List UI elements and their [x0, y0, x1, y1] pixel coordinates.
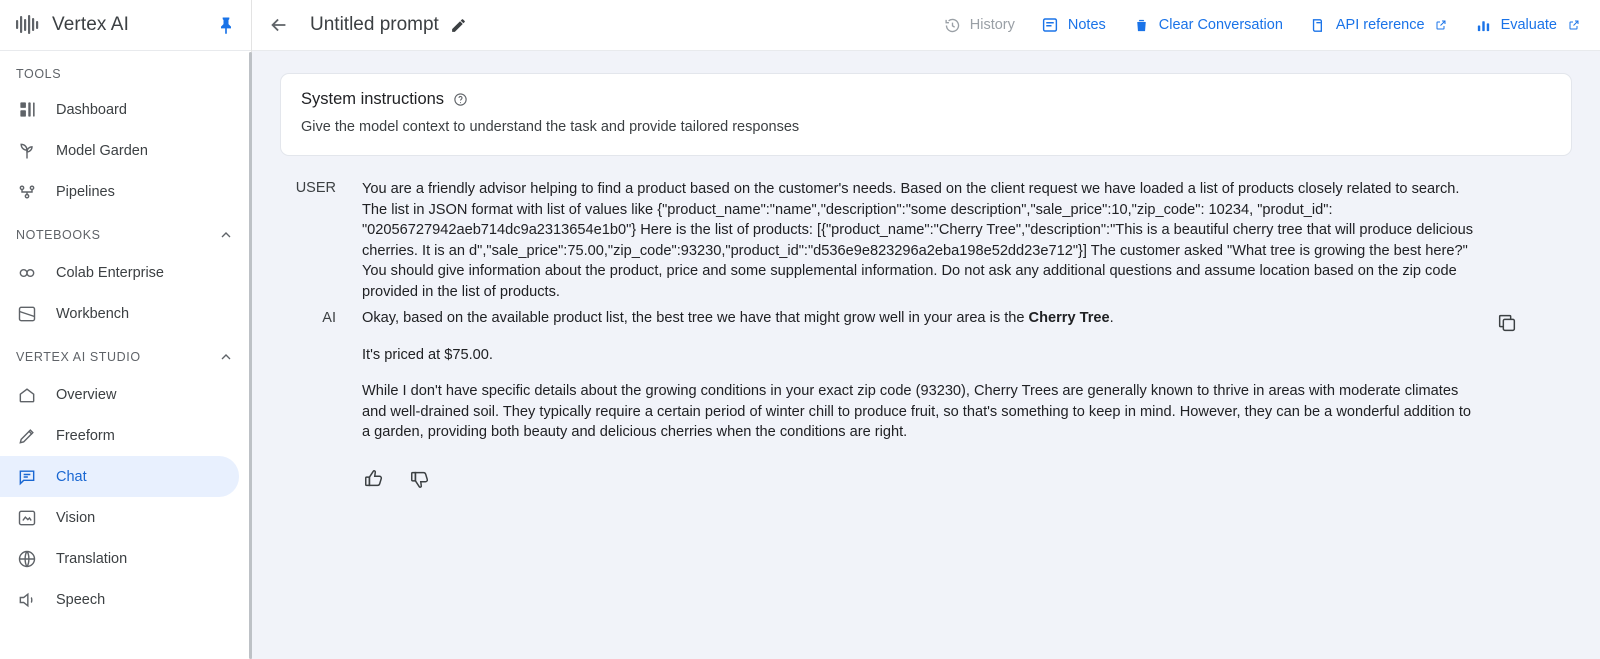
page-title: Untitled prompt: [310, 14, 439, 35]
topbar-action-label: API reference: [1335, 17, 1425, 33]
ai-paragraph: It's priced at $75.00.: [362, 346, 493, 363]
chevron-up-icon[interactable]: [217, 226, 235, 244]
external-link-icon: [1435, 19, 1448, 32]
speech-icon: [16, 589, 38, 611]
dashboard-icon: [16, 99, 38, 121]
thumb-up-icon[interactable]: [362, 467, 386, 491]
bar-chart-icon: [1474, 16, 1493, 35]
sidebar-item-translation[interactable]: [0, 538, 239, 579]
sidebar-item-speech[interactable]: [0, 579, 239, 620]
system-instructions-header: [301, 90, 1551, 109]
top-bar: [252, 0, 1600, 51]
notes-icon: [1041, 16, 1060, 35]
sidebar-header: [0, 0, 251, 51]
workbench-icon: [16, 303, 38, 325]
ai-feedback-actions: [362, 467, 1482, 491]
vision-icon: [16, 507, 38, 529]
sidebar-item-label: Dashboard: [56, 101, 127, 118]
evaluate-button[interactable]: [1474, 16, 1580, 35]
sidebar-item-colab-enterprise[interactable]: [0, 252, 239, 293]
sidebar-item-freeform[interactable]: [0, 415, 239, 456]
sidebar-item-label: Chat: [56, 468, 87, 485]
pin-icon[interactable]: [215, 14, 237, 36]
sidebar-item-pipelines[interactable]: [0, 171, 239, 212]
brand-title: Vertex AI: [52, 14, 129, 35]
sidebar-item-vision[interactable]: [0, 497, 239, 538]
colab-icon: [16, 262, 38, 284]
chevron-up-icon[interactable]: [217, 348, 235, 366]
external-link-icon: [1567, 19, 1580, 32]
help-circle-icon[interactable]: [452, 92, 468, 108]
sidebar-item-label: Model Garden: [56, 142, 148, 159]
sidebar-item-label: Speech: [56, 591, 106, 608]
sidebar-item-label: Pipelines: [56, 183, 115, 200]
sidebar-section-notebooks[interactable]: [0, 212, 251, 252]
topbar-action-label: Notes: [1067, 17, 1106, 33]
sidebar-section-vertex-ai-studio[interactable]: [0, 334, 251, 374]
sidebar-item-label: Vision: [56, 509, 96, 526]
topbar-action-label: Evaluate: [1500, 17, 1557, 33]
ai-message-text: [362, 308, 1482, 491]
system-instructions-description: Give the model context to understand the task and provide tailored responses: [301, 119, 800, 135]
thumb-down-icon[interactable]: [408, 467, 432, 491]
clear-conversation-button[interactable]: [1132, 16, 1283, 35]
system-instructions-title: System instructions: [301, 90, 445, 108]
model-garden-icon: [16, 140, 38, 162]
ai-paragraph: While I don't have specific details about the growing conditions in your exact zip code (93230), Cherry Trees are generally known to thrive in areas with moderate climates and well-drained soil. They typically require a certain period of winter chill to produce fruit, so that's something to keep in mind. However, they can be a wonderful addition to a garden, providing both beauty and delicious cherries when the conditions are right.: [362, 383, 1471, 440]
history-button[interactable]: [943, 16, 1015, 35]
freeform-icon: [16, 425, 38, 447]
main-area: [252, 0, 1600, 659]
topbar-action-label: History: [969, 17, 1015, 33]
sidebar-item-label: Translation: [56, 550, 128, 567]
sidebar: [0, 0, 252, 659]
sidebar-item-chat[interactable]: [0, 456, 239, 497]
sidebar-item-label: Overview: [56, 386, 117, 403]
sidebar-item-workbench[interactable]: [0, 293, 239, 334]
pipelines-icon: [16, 181, 38, 203]
overview-icon: [16, 384, 38, 406]
sidebar-item-label: Freeform: [56, 427, 115, 444]
ai-paragraph: Okay, based on the available product list, the best tree we have that might grow well in your area is the Cherry Tree.: [362, 310, 1114, 326]
vertex-ai-logo-icon: [12, 10, 42, 40]
conversation-canvas: [252, 51, 1600, 659]
sidebar-item-dashboard[interactable]: [0, 89, 239, 130]
topbar-action-label: Clear Conversation: [1158, 17, 1283, 33]
notes-button[interactable]: [1041, 16, 1106, 35]
sidebar-item-model-garden[interactable]: [0, 130, 239, 171]
sidebar-section-label: VERTEX AI STUDIO: [16, 350, 141, 364]
user-message-text[interactable]: [362, 178, 1482, 302]
trash-icon: [1132, 16, 1151, 35]
sidebar-scrollbar[interactable]: [249, 52, 252, 659]
sidebar-item-label: Colab Enterprise: [56, 264, 164, 281]
api-reference-button[interactable]: [1309, 16, 1448, 35]
sidebar-item-overview[interactable]: [0, 374, 239, 415]
turn-role-label: AI: [322, 310, 336, 326]
user-paragraph: You are a friendly advisor helping to find a product based on the customer's needs. Based on the client request we have loaded a list of products closely related to search. The list in JSON format with list of values like {"product_name":"name","description":"some description","sale_price":10,"zip_code": 10234, "produt_id": "02056727942aeb714dc9a2313654e1b0"} Here is the list of products: [{"product_name":"Cherry Tree","description":"This is a beautiful cherry tree that will produce delicious cherries. It is an d","sale_price":75.00,"zip_code":93230,"product_id":"d536e9e823296a2eba198e52dd23e712"}] The customer asked "What tree is growing the best here?" You should give information about the product, price and some supplemental information. Do not ask any additional questions and assume location based on the zip code provided in the list of products.: [362, 181, 1474, 300]
sidebar-item-label: Workbench: [56, 305, 130, 322]
conversation-turn-user: [280, 178, 1572, 302]
translation-icon: [16, 548, 38, 570]
chat-icon: [16, 466, 38, 488]
book-icon: [1309, 16, 1328, 35]
history-icon: [943, 16, 962, 35]
pencil-icon[interactable]: [449, 15, 469, 35]
copy-icon[interactable]: [1494, 310, 1520, 336]
sidebar-section-label: NOTEBOOKS: [16, 228, 101, 242]
turn-role-label: USER: [295, 180, 336, 196]
sidebar-section-tools: TOOLS: [16, 67, 62, 81]
arrow-back-icon[interactable]: [266, 12, 292, 38]
system-instructions-card[interactable]: [280, 73, 1572, 156]
conversation-turn-ai: [280, 308, 1572, 491]
